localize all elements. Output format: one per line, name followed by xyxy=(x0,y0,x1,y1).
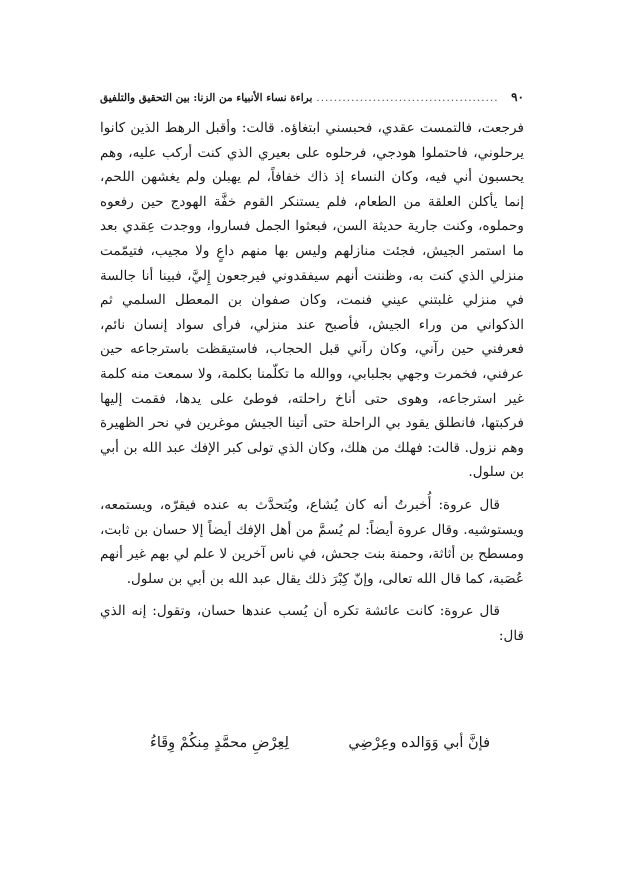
body-text xyxy=(100,116,524,648)
paragraph-3: قال عروة: كانت عائشة تكره أن يُسب عندها حسان، وتقول: إنه الذي قال: xyxy=(100,603,524,644)
verse-first-hemistich: فإنَّ أبي وَوَالده وعِرْضِي xyxy=(348,735,490,751)
running-header xyxy=(100,84,524,104)
book-title: براءة نساء الأنبياء من الزنا: بين التحقيق والتلفيق xyxy=(100,92,313,104)
page-number: ٩٠ xyxy=(511,90,524,104)
poetry-verse xyxy=(150,735,490,759)
verse-second-hemistich: لِعِرْضِ محمَّدٍ مِنكُمْ وِقَاءُ xyxy=(150,735,289,751)
paragraph-2: قال عروة: أُخبرتُ أنه كان يُشاع، ويُتحدَّث به عنده فيقرّه، ويستمعه، ويستوشيه. وقال عروة أيضاً: لم يُسمَّ من أهل الإفك أيضاً إلا حسان بن ثابت، ومسطح بن أثاثة، وحمنة بنت جحش، في ناس آخرين لا علم لي بهم غير أنهم عُصَبة، كما قال الله تعالى، وإنّ كِبْرَ ذلك يقال عبد الله بن أبي بن سلول. xyxy=(100,496,524,587)
header-leader-dots: .......................................... xyxy=(316,92,499,104)
paragraph-1: فرجعت، فالتمست عقدي، فحبسني ابتغاؤه. قالت: وأقبل الرهط الذين كانوا يرحلوني، فاحتملوا هودجي، فرحلوه على بعيري الذي كنت أركب عليه، وهم يحسبون أني فيه، وكان النساء إذ ذاك خفافاً، لم يهبلن ولم يغشهن اللحم، إنما يأكلن العلقة من الطعام، فلم يستنكر القوم خفَّة الهودج حين رفعوه وحملوه، وكنت جارية حديثة السن، فبعثوا الجمل فساروا، ووجدت عِقدي بعد ما استمر الجيش، فجئت منازلهم وليس بها منهم داعٍ ولا مجيب، فتيمّمت منزلي الذي كنت به، وظننت أنهم سيفقدوني فيرجعون إِليَّ، فبينا أنا جالسة في منزلي غلبتني عيني فنمت، وكان صفوان بن المعطل السلمي ثم الذكواني من وراء الجيش، فأصبح عند منزلي، فرأى سواد إنسان نائم، فعرفني حين رآني، وكان رآني قبل الحجاب، فاستيقظت باسترجاعه حين عرفني، فخمرت وجهي بجلبابي، ووالله ما تكلّمنا بكلمة، ولا سمعت منه كلمة غير استرجاعه، وهوى حتى أناخ راحلته، فوطئ على يدها، فقمت إليها فركبتها، فانطلق يقود بي الراحلة حتى أتينا الجيش موغرين في نحر الظهيرة وهم نزول. قالت: فهلك من هلك، وكان الذي تولى كبر الإفك عبد الله بن أبي بن سلول. xyxy=(100,120,524,481)
